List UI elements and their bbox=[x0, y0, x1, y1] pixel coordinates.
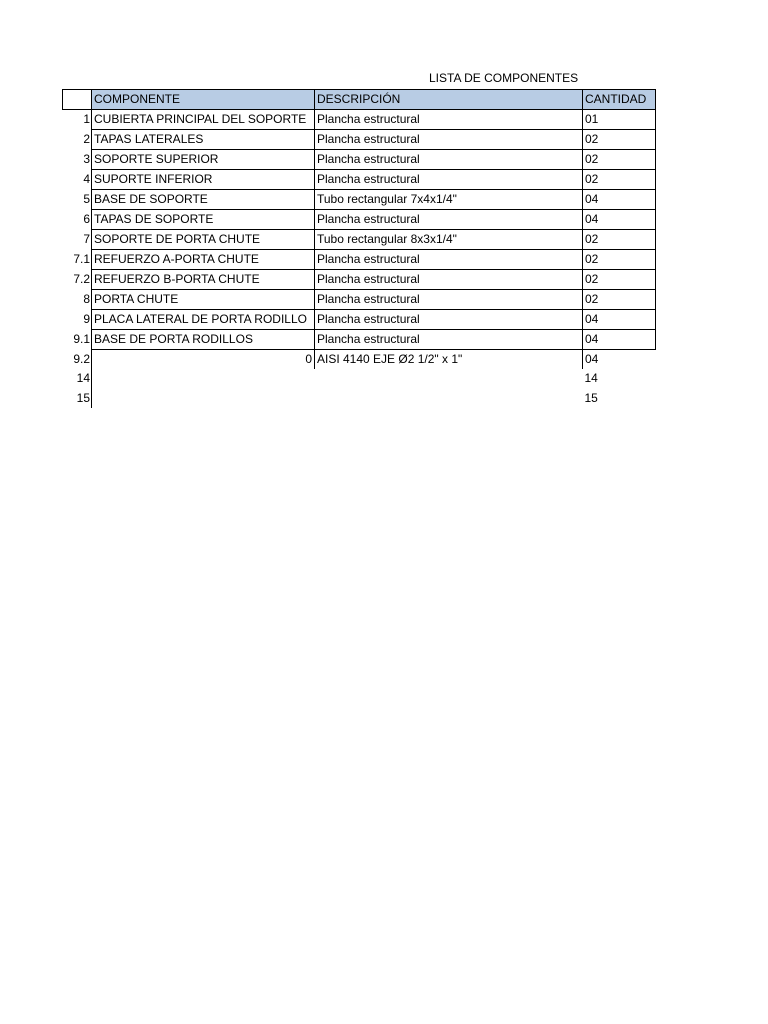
table-row bbox=[63, 170, 656, 190]
row-cantidad: 02 bbox=[583, 130, 656, 150]
table-row bbox=[63, 250, 656, 270]
row-descripcion: Plancha estructural bbox=[315, 290, 583, 310]
row-cantidad: 02 bbox=[583, 290, 656, 310]
row-descripcion: Plancha estructural bbox=[315, 130, 583, 150]
row-componente: BASE DE PORTA RODILLOS bbox=[92, 330, 315, 350]
row-number: 3 bbox=[83, 152, 90, 166]
row-cantidad: 04 bbox=[583, 350, 656, 370]
row-number: 7.2 bbox=[73, 272, 90, 286]
row-descripcion: Plancha estructural bbox=[315, 110, 583, 130]
row-cantidad: 04 bbox=[583, 190, 656, 210]
row-descripcion: AISI 4140 EJE Ø2 1/2" x 1" bbox=[315, 350, 583, 370]
row-componente bbox=[92, 388, 315, 407]
header-descripcion: DESCRIPCIÓN bbox=[315, 90, 583, 110]
row-number: 9.2 bbox=[73, 351, 90, 366]
row-descripcion: Plancha estructural bbox=[315, 210, 583, 230]
row-descripcion bbox=[315, 369, 583, 388]
components-table-body bbox=[63, 90, 656, 408]
row-descripcion: Plancha estructural bbox=[315, 250, 583, 270]
row-cantidad: 04 bbox=[583, 210, 656, 230]
row-componente: CUBIERTA PRINCIPAL DEL SOPORTE bbox=[92, 110, 315, 130]
row-descripcion: Plancha estructural bbox=[315, 310, 583, 330]
row-descripcion: Plancha estructural bbox=[315, 170, 583, 190]
row-componente bbox=[92, 369, 315, 388]
table-row-extra bbox=[63, 388, 656, 407]
row-cantidad: 04 bbox=[583, 310, 656, 330]
row-number: 7.1 bbox=[73, 252, 90, 266]
row-componente: PLACA LATERAL DE PORTA RODILLO bbox=[92, 310, 315, 330]
table-row bbox=[63, 210, 656, 230]
row-number: 1 bbox=[83, 112, 90, 127]
row-componente: PORTA CHUTE bbox=[92, 290, 315, 310]
row-number: 8 bbox=[83, 292, 90, 306]
row-cantidad: 04 bbox=[583, 330, 656, 350]
table-row bbox=[63, 190, 656, 210]
table-row bbox=[63, 310, 656, 330]
row-componente: TAPAS DE SOPORTE bbox=[92, 210, 315, 230]
row-componente: 0 bbox=[92, 350, 315, 370]
components-table bbox=[62, 89, 656, 408]
row-cantidad: 02 bbox=[583, 230, 656, 250]
table-row bbox=[63, 150, 656, 170]
row-componente: REFUERZO A-PORTA CHUTE bbox=[92, 250, 315, 270]
row-number: 2 bbox=[83, 132, 90, 146]
row-number: 9.1 bbox=[73, 332, 90, 346]
header-componente: COMPONENTE bbox=[92, 90, 315, 110]
table-row bbox=[63, 110, 656, 130]
table-row bbox=[63, 290, 656, 310]
row-descripcion: Tubo rectangular 8x3x1/4" bbox=[315, 230, 583, 250]
header-cantidad: CANTIDAD bbox=[583, 90, 656, 110]
row-number: 6 bbox=[83, 212, 90, 226]
row-componente: BASE DE SOPORTE bbox=[92, 190, 315, 210]
row-descripcion: Plancha estructural bbox=[315, 270, 583, 290]
row-cantidad: 14 bbox=[584, 371, 598, 386]
row-cantidad: 01 bbox=[583, 110, 656, 130]
row-componente: SOPORTE DE PORTA CHUTE bbox=[92, 230, 315, 250]
header-num bbox=[63, 90, 92, 110]
row-componente: REFUERZO B-PORTA CHUTE bbox=[92, 270, 315, 290]
row-cantidad: 02 bbox=[583, 170, 656, 190]
header-row bbox=[63, 90, 656, 110]
table-row-extra bbox=[63, 369, 656, 388]
row-cantidad: 02 bbox=[583, 270, 656, 290]
row-componente: TAPAS LATERALES bbox=[92, 130, 315, 150]
row-cantidad: 02 bbox=[583, 150, 656, 170]
row-number: 14 bbox=[76, 371, 90, 386]
row-componente: SUPORTE INFERIOR bbox=[92, 170, 315, 190]
row-componente: SOPORTE SUPERIOR bbox=[92, 150, 315, 170]
row-descripcion bbox=[315, 388, 583, 407]
table-row bbox=[63, 130, 656, 150]
row-number: 4 bbox=[83, 172, 90, 186]
table-row-extra bbox=[63, 350, 656, 370]
row-descripcion: Tubo rectangular 7x4x1/4" bbox=[315, 190, 583, 210]
page-title: LISTA DE COMPONENTES bbox=[429, 71, 579, 85]
row-number: 9 bbox=[83, 312, 90, 326]
row-descripcion: Plancha estructural bbox=[315, 150, 583, 170]
row-descripcion: Plancha estructural bbox=[315, 330, 583, 350]
row-number: 7 bbox=[83, 232, 90, 246]
row-number: 15 bbox=[76, 390, 90, 405]
row-cantidad: 15 bbox=[584, 390, 598, 405]
table-row bbox=[63, 230, 656, 250]
table-row bbox=[63, 330, 656, 350]
row-cantidad: 02 bbox=[583, 250, 656, 270]
table-row bbox=[63, 270, 656, 290]
row-number: 5 bbox=[83, 192, 90, 206]
